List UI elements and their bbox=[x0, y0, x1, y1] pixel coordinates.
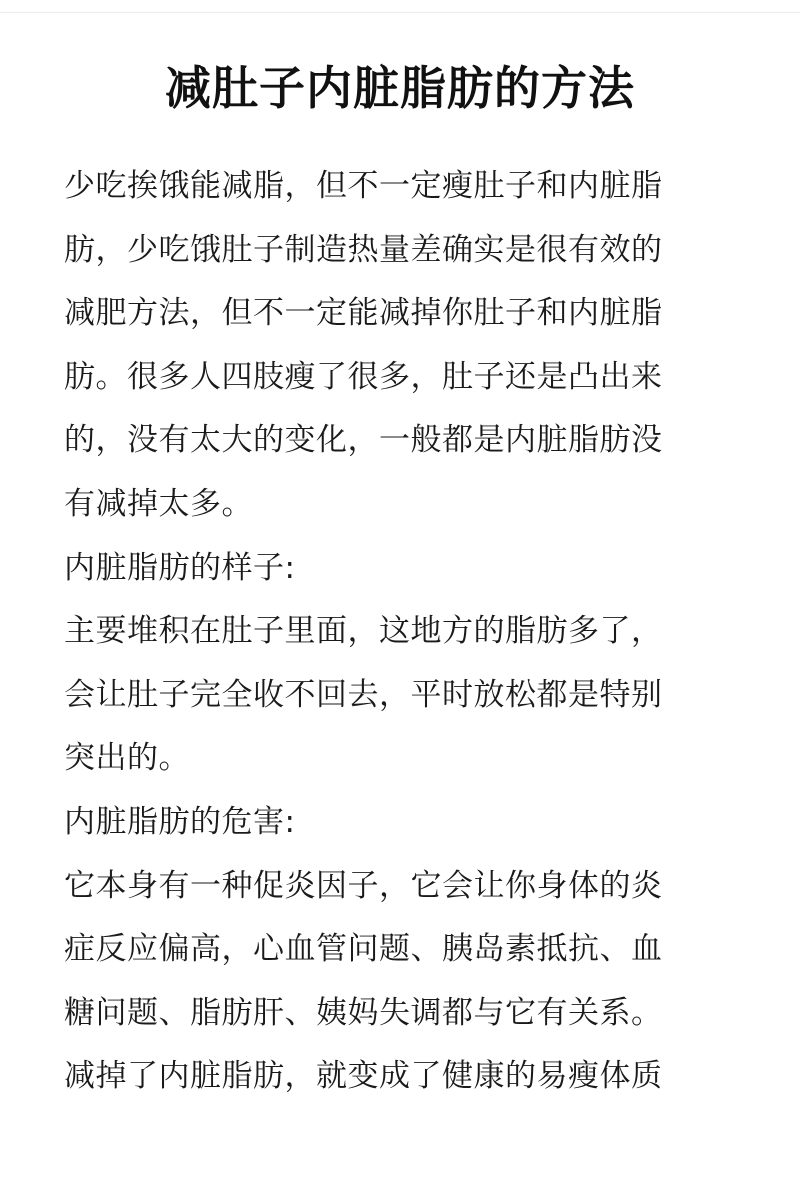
article-title: 减肚子内脏脂肪的方法 bbox=[165, 61, 635, 115]
section-heading-harm: 内脏脂肪的危害: bbox=[64, 803, 296, 840]
section-heading-appearance: 内脏脂肪的样子: bbox=[64, 549, 296, 586]
body-line-14: 糖问题、脂肪肝、姨妈失调都与它有关系。 bbox=[64, 994, 663, 1031]
body-line-3: 减肥方法，但不一定能减掉你肚子和内脏脂 bbox=[64, 295, 663, 332]
body-line-9: 会让肚子完全收不回去，平时放松都是特别 bbox=[64, 676, 663, 713]
body-line-4: 肪。很多人四肢瘦了很多，肚子还是凸出来 bbox=[64, 358, 663, 395]
article-body bbox=[64, 155, 744, 1109]
body-line-5: 的，没有太大的变化，一般都是内脏脂肪没 bbox=[64, 422, 663, 459]
body-line-12: 它本身有一种促炎因子，它会让你身体的炎 bbox=[64, 867, 663, 904]
body-line-13: 症反应偏高，心血管问题、胰岛素抵抗、血 bbox=[64, 931, 663, 968]
body-line-2: 肪，少吃饿肚子制造热量差确实是很有效的 bbox=[64, 231, 663, 268]
top-divider bbox=[0, 12, 800, 13]
body-line-6: 有减掉太多。 bbox=[64, 485, 253, 522]
body-line-10: 突出的。 bbox=[64, 740, 190, 777]
body-line-1: 少吃挨饿能减脂，但不一定瘦肚子和内脏脂 bbox=[64, 168, 663, 204]
body-line-15: 减掉了内脏脂肪，就变成了健康的易瘦体质 bbox=[64, 1058, 663, 1095]
body-line-8: 主要堆积在肚子里面，这地方的脂肪多了， bbox=[64, 613, 663, 650]
